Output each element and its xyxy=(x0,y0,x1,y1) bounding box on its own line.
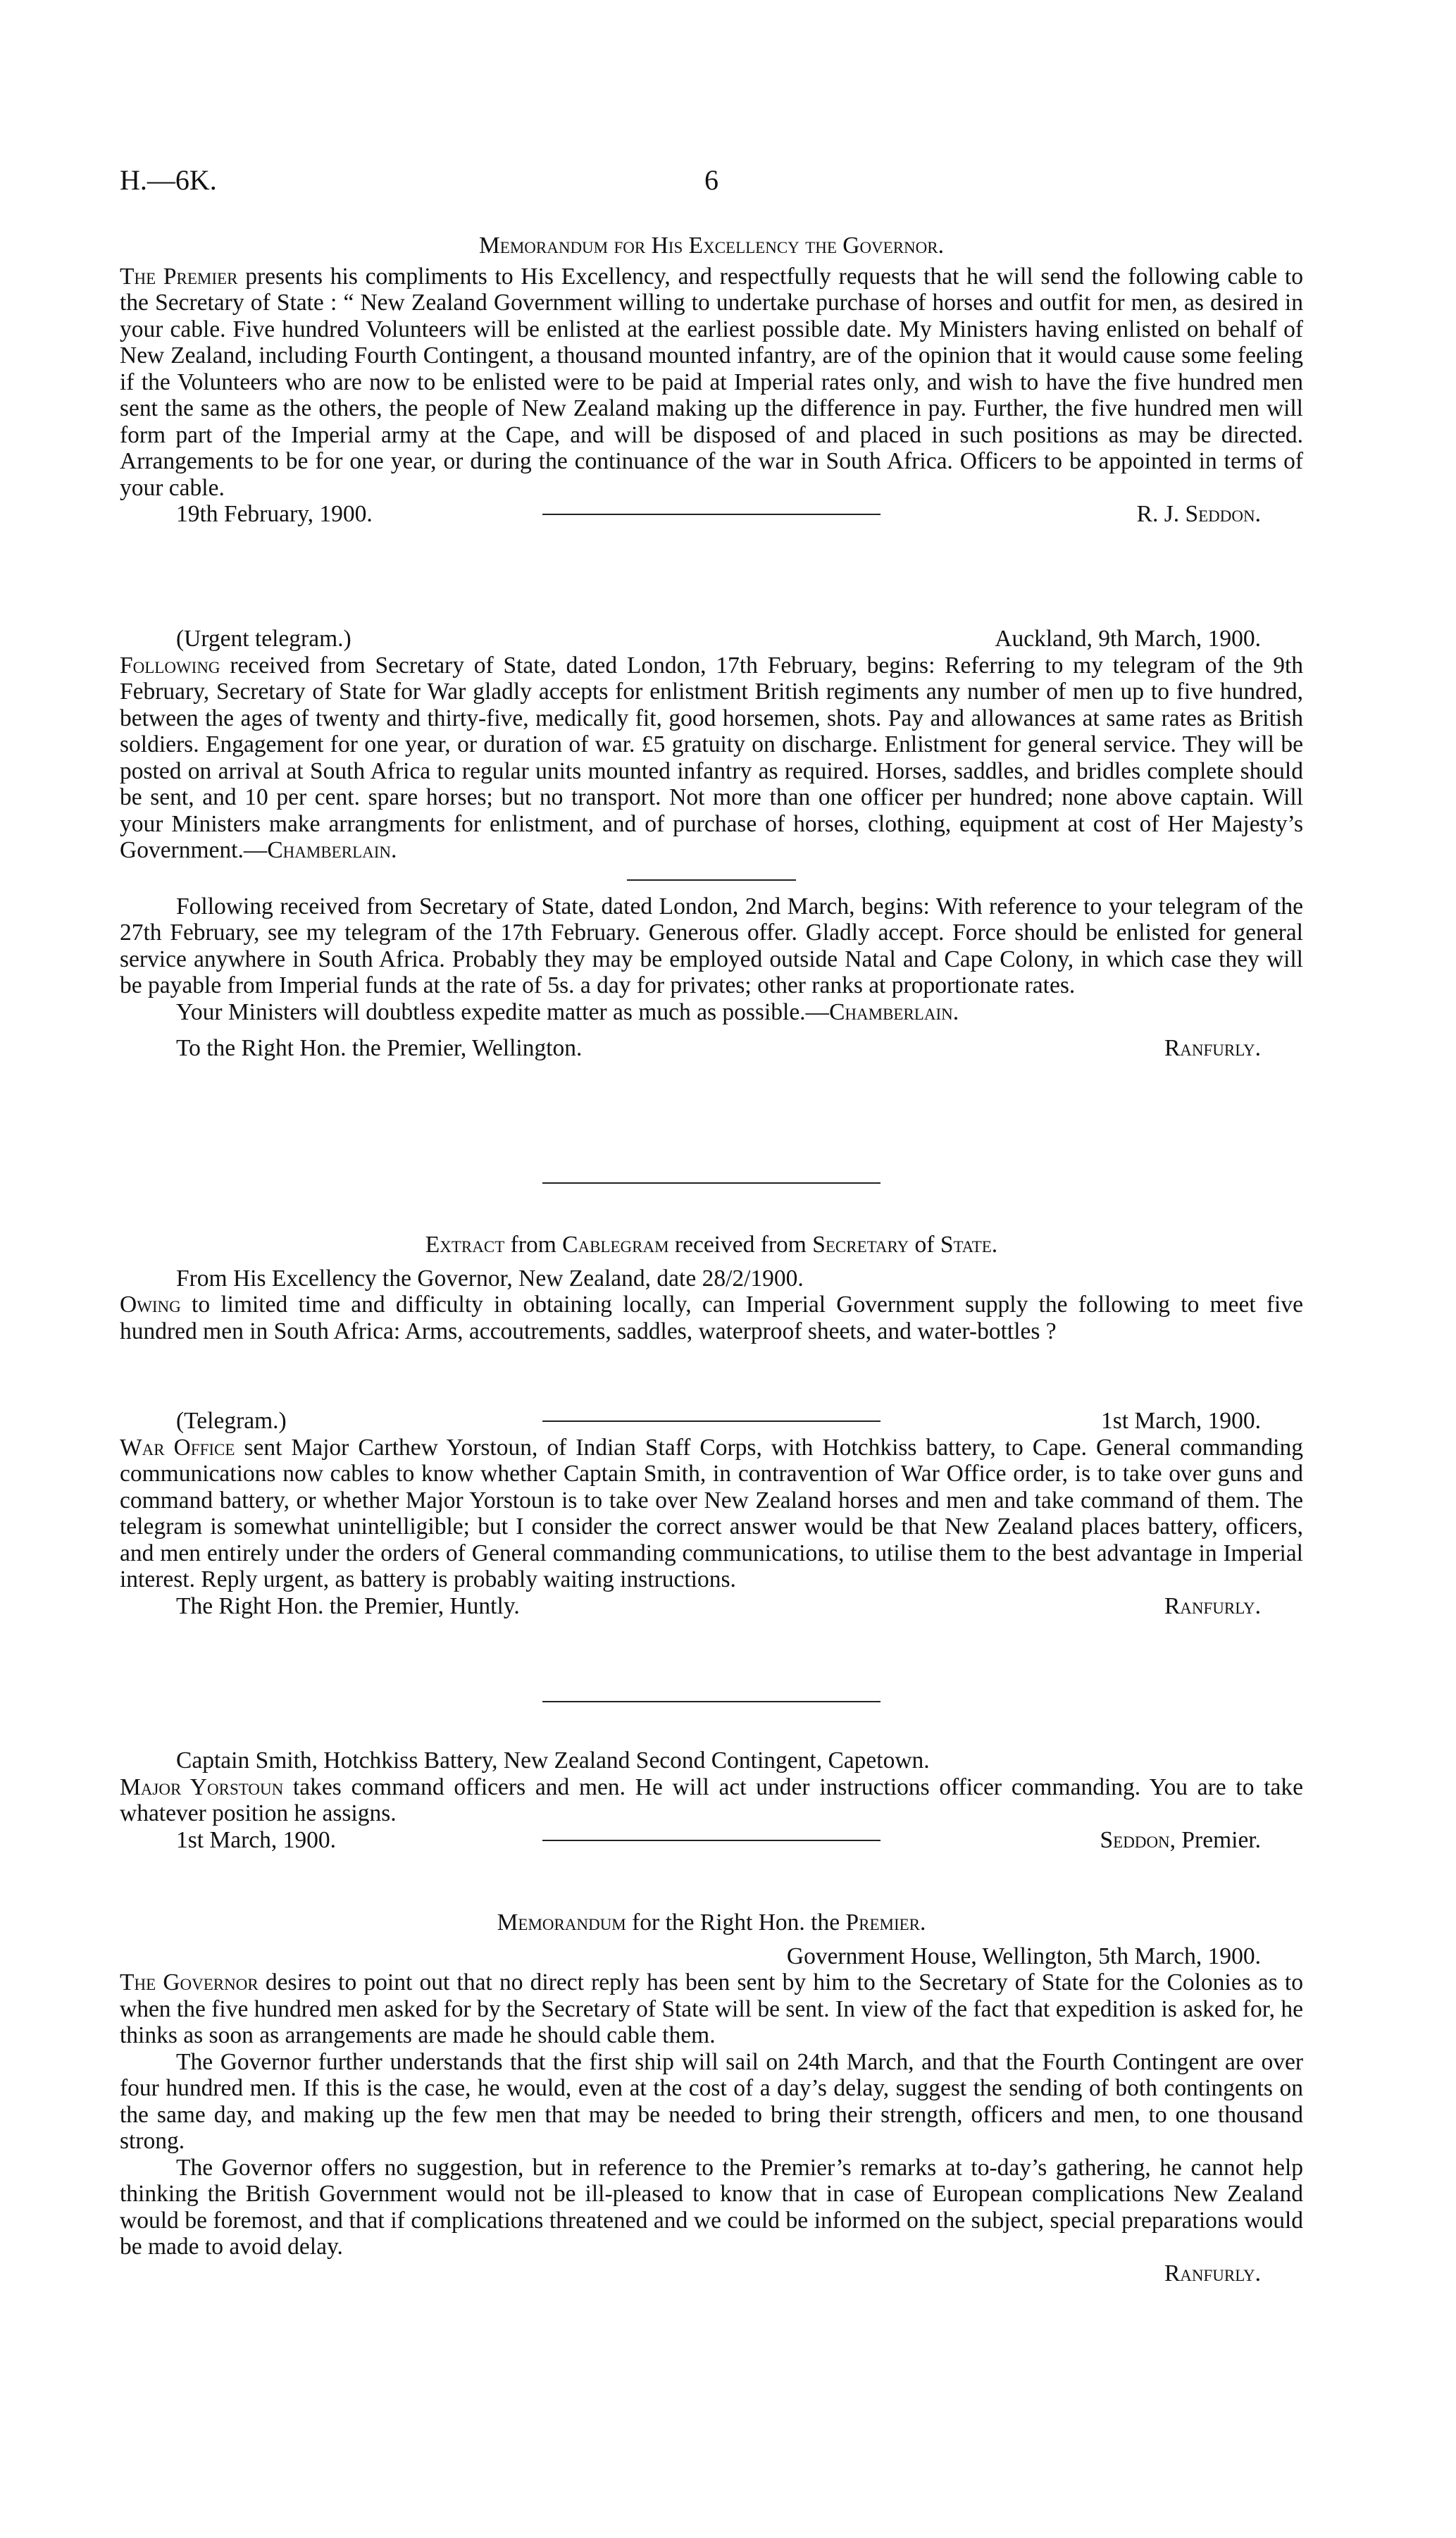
telegram-body: Following received from Secretary of State, dated London, 17th February, begins: Referring to my telegram of the 9th February, Secretary of State for War gladly accepts for enlistment British regiments any number of men up to five hundred, between the ages of twenty and thirty-five, medically fit, good horsemen, shots. Pay and allowances at same rates as British soldiers. Engagement for one year, or duration of war. £5 gratuity on discharge. Enlistment for general service. They will be posted on arrival at South Africa to regular units mounted infantry as required. Horses, saddles, and bridles complete should be sent, and 10 per cent. spare horses; but no transport. Not more than one officer per hundred; none above captain. Will your Ministers make arrangments for enlistment, and of purchase of horses, clothing, equipment at cost of Her Majesty’s Government.—Chamberlain. xyxy=(120,652,1303,863)
memo-para-1: The Governor desires to point out that no direct reply has been sent by him to the Secretary of State for the Colonies as to when the five hundred men asked for by the Secretary of State will be sent. In view of the fact that expedition is asked for, he thinks as soon as arrangements are made he should cable them. xyxy=(120,1969,1303,2048)
telegram-signature: Ranfurly. xyxy=(1164,1035,1261,1061)
page-number: 6 xyxy=(704,164,718,196)
message-body: Major Yorstoun takes command officers and men. He will act under instructions officer commanding. You are to take whatever position he assigns. xyxy=(120,1773,1303,1826)
extract-from-line: From His Excellency the Governor, New Zealand, date 28/2/1900. xyxy=(176,1265,804,1292)
message-footer xyxy=(120,1827,1303,1854)
telegram-body: War Office sent Major Carthew Yorstoun, of Indian Staff Corps, with Hotchkiss battery, to Cape. General commanding communications now cables to know whether Captain Smith, in contravention of War Office order, is to take over guns and command battery, or whether Major Yorstoun is to take over New Zealand horses and men and take command of them. The telegram is somewhat unintelligible; but I consider the correct answer would be that New Zealand places battery, officers, and men entirely under the orders of General commanding communications, to utilise them to the best advantage in Imperial interest. Reply urgent, as battery is probably waiting instructions. xyxy=(120,1434,1303,1592)
telegram-type: (Urgent telegram.) xyxy=(176,626,351,652)
extract-title: Extract from Cablegram received from Secretary of State. xyxy=(425,1232,998,1258)
message-signature: Seddon, Premier. xyxy=(1100,1826,1261,1853)
memo-to-premier xyxy=(120,1909,1303,2286)
page-header xyxy=(120,163,1303,199)
telegram-place-date: Auckland, 9th March, 1900. xyxy=(995,626,1261,652)
memo-to-governor xyxy=(120,233,1303,528)
section-divider xyxy=(542,1701,881,1702)
memo-place-date: Government House, Wellington, 5th March, 1900. xyxy=(786,1943,1261,1969)
memo-signature: Ranfurly. xyxy=(1164,2260,1261,2286)
urgent-telegram xyxy=(120,626,1303,1062)
telegram-date: 1st March, 1900. xyxy=(1100,1408,1261,1434)
telegram-footer xyxy=(120,1035,1303,1062)
memo-footer xyxy=(120,2260,1303,2287)
telegram-heading xyxy=(120,1408,1303,1435)
telegram-recipient: The Right Hon. the Premier, Huntly. xyxy=(176,1592,520,1619)
document-reference: H.—6K. xyxy=(120,164,217,196)
telegram-type: (Telegram.) xyxy=(176,1408,287,1434)
memo-date: 19th February, 1900. xyxy=(176,501,373,527)
telegram-heading xyxy=(120,626,1303,652)
extract-body: Owing to limited time and difficulty in obtaining locally, can Imperial Government supply the following to meet five hundred men in South Africa: Arms, accoutrements, saddles, waterproof sheets, and water-bottles ? xyxy=(120,1292,1303,1344)
divider xyxy=(542,1420,881,1422)
message-to-captain-smith xyxy=(120,1747,1303,1853)
memo-footer xyxy=(120,501,1303,528)
divider xyxy=(542,514,881,515)
section-divider xyxy=(542,1182,881,1184)
memo-signature: R. J. Seddon. xyxy=(1136,501,1261,527)
memo-para-2: The Governor further understands that the first ship will sail on 24th March, and that the Fourth Contingent are over four hundred men. If this is the case, he would, even at the cost of a day’s delay, suggest the sending of both contingents on the same day, and making up the few men that may be needed to bring their strength, officers and men, to one thousand strong. xyxy=(120,2048,1303,2154)
divider xyxy=(542,1840,881,1841)
memo-para-3: The Governor offers no suggestion, but in reference to the Premier’s remarks at to-day’s gathering, he cannot help thinking the British Government would not be ill-pleased to know that in case of European complications New Zealand would be foremost, and that if complications threatened and we could be informed on the subject, special preparations would be made to avoid delay. xyxy=(120,2154,1303,2260)
memo-title: Memorandum for His Excellency the Governor. xyxy=(478,233,944,259)
memo-title: Memorandum for the Right Hon. the Premier. xyxy=(497,1909,926,1936)
message-date: 1st March, 1900. xyxy=(176,1826,337,1853)
telegram-para-2: Following received from Secretary of State, dated London, 2nd March, begins: With reference to your telegram of the 27th February, see my telegram of the 17th February. Generous offer. Gladly accept. Force should be enlisted for general service anywhere in South Africa. Probably they may be employed outside Natal and Cape Colony, in which case they will be payable from Imperial funds at the rate of 5s. a day for privates; other ranks at proportionate rates. xyxy=(120,893,1303,998)
cablegram-extract xyxy=(120,1232,1303,1344)
telegram-footer xyxy=(120,1593,1303,1620)
memo-place-date-row xyxy=(120,1943,1303,1970)
telegram-war-office xyxy=(120,1408,1303,1619)
telegram-recipient: To the Right Hon. the Premier, Wellington. xyxy=(176,1035,583,1061)
message-recipient: Captain Smith, Hotchkiss Battery, New Zealand Second Contingent, Capetown. xyxy=(176,1747,930,1773)
telegram-signature: Ranfurly. xyxy=(1164,1592,1261,1619)
telegram-para-3: Your Ministers will doubtless expedite matter as much as possible.—Chamberlain. xyxy=(176,998,959,1025)
divider xyxy=(627,879,796,881)
memo-body: The Premier presents his compliments to His Excellency, and respectfully requests that he will send the following cable to the Secretary of State : “ New Zealand Government willing to undertake purchase of horses and outfit for men, as desired in your cable. Five hundred Volunteers will be enlisted at the earliest possible date. My Ministers having enlisted on behalf of New Zealand, including Fourth Contingent, a thousand mounted infantry, are of the opinion that it would cause some feeling if the Volunteers who are now to be enlisted were to be paid at Imperial rates only, and wish to have the five hundred men sent the same as the others, the people of New Zealand making up the difference in pay. Further, the five hundred men will form part of the Imperial army at the Cape, and will be disposed of and placed in such positions as may be directed. Arrangements to be for one year, or during the continuance of the war in South Africa. Officers to be appointed in terms of your cable. xyxy=(120,263,1303,501)
